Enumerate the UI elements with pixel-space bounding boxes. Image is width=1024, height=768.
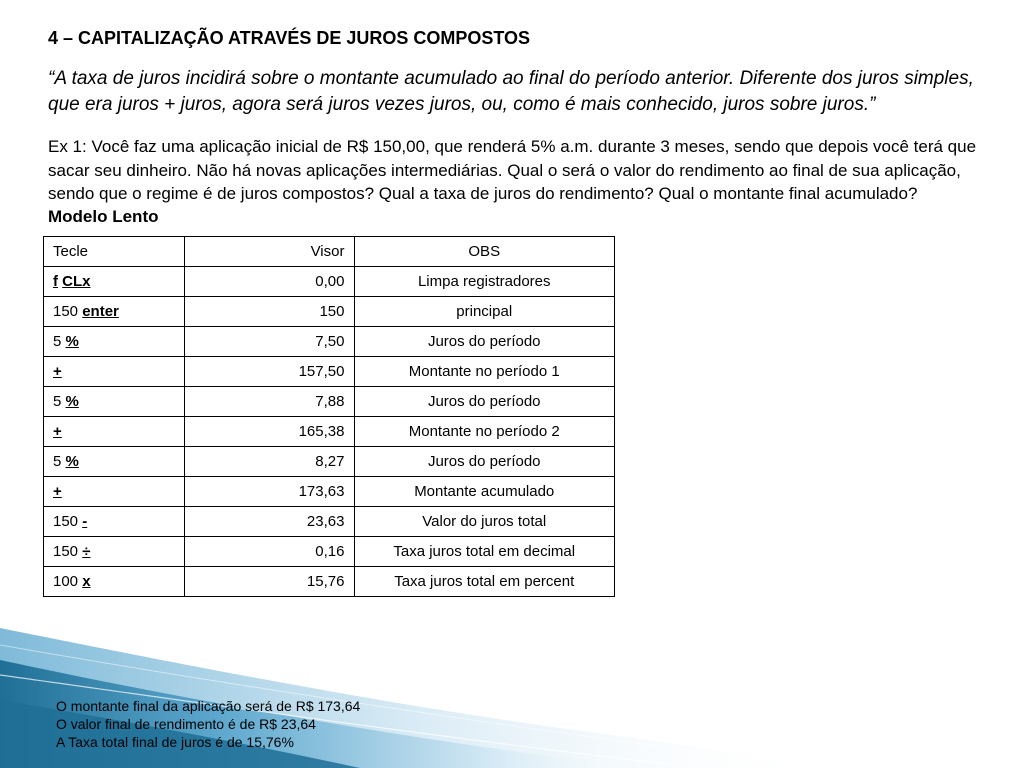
table-row	[44, 386, 615, 416]
cell-tecle	[44, 416, 185, 446]
cell-tecle	[44, 566, 185, 596]
calculator-key: %	[65, 392, 79, 410]
calculator-key: %	[65, 332, 79, 350]
summary-line-taxa: A Taxa total final de juros é de 15,76%	[56, 734, 294, 750]
cell-tecle	[44, 446, 185, 476]
table-row	[44, 506, 615, 536]
table-row	[44, 296, 615, 326]
cell-obs: Valor do juros total	[355, 506, 615, 536]
calculator-key: x	[82, 572, 91, 590]
cell-obs: Limpa registradores	[355, 266, 615, 296]
table-body	[44, 266, 615, 596]
cell-visor: 157,50	[184, 356, 355, 386]
cell-visor: 165,38	[184, 416, 355, 446]
cell-visor: 7,50	[184, 326, 355, 356]
table-row	[44, 416, 615, 446]
cell-tecle	[44, 386, 185, 416]
key-prefix: 5	[53, 392, 66, 410]
calculator-key: +	[53, 482, 62, 500]
cell-obs: Juros do período	[355, 446, 615, 476]
calculator-key: ÷	[82, 542, 91, 560]
key-prefix: 150	[53, 302, 83, 320]
key-prefix: 5	[53, 452, 66, 470]
cell-visor: 23,63	[184, 506, 355, 536]
key-prefix: 100	[53, 572, 83, 590]
cell-obs: Montante no período 2	[355, 416, 615, 446]
cell-tecle	[44, 356, 185, 386]
calculator-key: f	[53, 272, 58, 290]
header-obs: OBS	[355, 236, 615, 266]
calculator-steps-table	[43, 236, 615, 597]
table-row	[44, 476, 615, 506]
calculator-key: -	[82, 512, 88, 530]
cell-tecle	[44, 536, 185, 566]
cell-visor: 0,16	[184, 536, 355, 566]
cell-obs: Juros do período	[355, 386, 615, 416]
header-tecle: Tecle	[44, 236, 185, 266]
cell-obs: Taxa juros total em decimal	[355, 536, 615, 566]
cell-tecle	[44, 296, 185, 326]
cell-obs: Juros do período	[355, 326, 615, 356]
cell-tecle	[44, 476, 185, 506]
section-subtitle: Modelo Lento	[48, 206, 159, 226]
summary-line-rendimento: O valor final de rendimento é de R$ 23,64	[56, 716, 316, 732]
cell-obs: principal	[355, 296, 615, 326]
table-row	[44, 566, 615, 596]
table-header-row	[44, 236, 615, 266]
calculator-key: +	[53, 362, 62, 380]
cell-obs: Taxa juros total em percent	[355, 566, 615, 596]
cell-tecle	[44, 326, 185, 356]
table-row	[44, 446, 615, 476]
cell-visor: 7,88	[184, 386, 355, 416]
cell-tecle	[44, 266, 185, 296]
calculator-key: CLx	[62, 272, 91, 290]
slide-content	[48, 26, 978, 597]
summary-line-montante: O montante final da aplicação será de R$ 173,64	[56, 698, 361, 714]
cell-obs: Montante acumulado	[355, 476, 615, 506]
cell-tecle	[44, 506, 185, 536]
cell-visor: 8,27	[184, 446, 355, 476]
cell-obs: Montante no período 1	[355, 356, 615, 386]
key-prefix: 150	[53, 542, 83, 560]
cell-visor: 150	[184, 296, 355, 326]
calculator-key: %	[65, 452, 79, 470]
cell-visor: 15,76	[184, 566, 355, 596]
cell-visor: 0,00	[184, 266, 355, 296]
example-statement: Ex 1: Você faz uma aplicação inicial de R$ 150,00, que renderá 5% a.m. durante 3 meses, sendo que depois você terá que sacar seu dinheiro. Não há novas aplicações intermediárias. Qual o será o valor do rendimento ao final de sua aplicação, sendo que o regime é de juros compostos? Qual a taxa de juros do rendimento? Qual o montante final acumulado?	[48, 137, 977, 203]
table-row	[44, 266, 615, 296]
calculator-key: enter	[82, 302, 119, 320]
cell-visor: 173,63	[184, 476, 355, 506]
key-prefix: 150	[53, 512, 83, 530]
table-row	[44, 356, 615, 386]
key-prefix: 5	[53, 332, 66, 350]
definition-quote: “A taxa de juros incidirá sobre o montante acumulado ao final do período anterior. Diferente dos juros simples, que era juros + juros, agora será juros vezes juros, ou, como é mais conhecido, juros sobre juros.”	[48, 68, 974, 115]
summary-block	[56, 697, 360, 751]
table-row	[44, 326, 615, 356]
calculator-key: +	[53, 422, 62, 440]
slide-title: 4 – CAPITALIZAÇÃO ATRAVÉS DE JUROS COMPOSTOS	[48, 28, 531, 48]
header-visor: Visor	[184, 236, 355, 266]
table-row	[44, 536, 615, 566]
